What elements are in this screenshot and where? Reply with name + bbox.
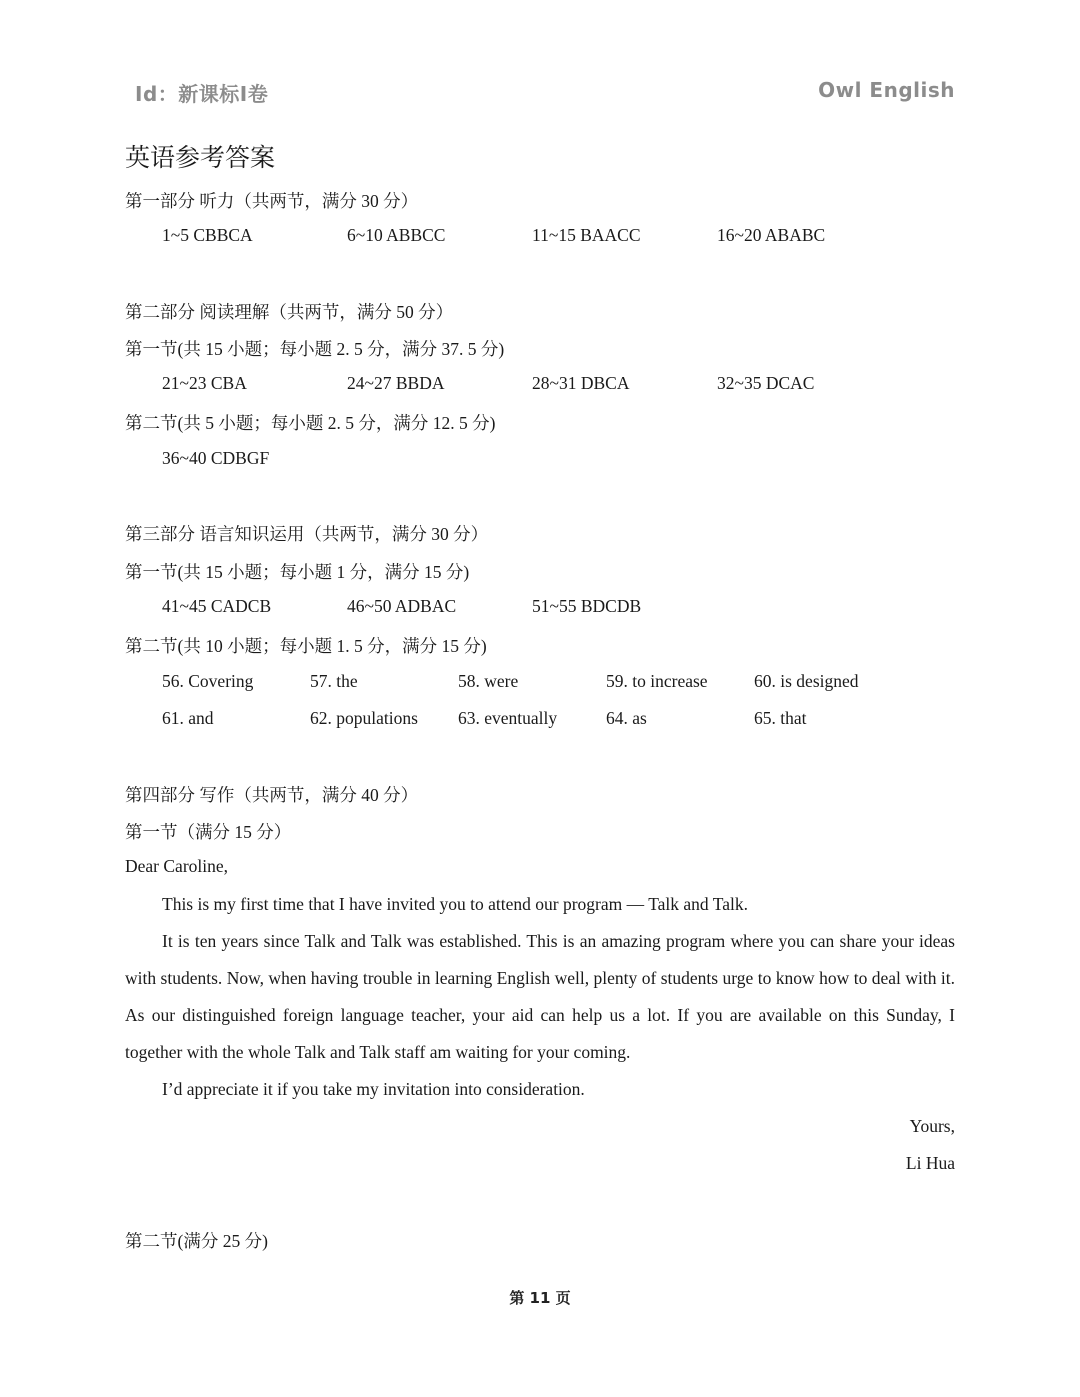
letter-paragraph: I’d appreciate it if you take my invitation into consideration. xyxy=(162,1079,585,1099)
page-number: 第 11 页 xyxy=(509,1289,571,1307)
cloze-answer: 61. and xyxy=(162,708,214,728)
part2-heading: 第二部分 阅读理解（共两节，满分 50 分） xyxy=(125,302,454,322)
cloze-answer: 63. eventually xyxy=(458,708,558,728)
part2-sec1-heading: 第一节(共 15 小题；每小题 2. 5 分，满分 37. 5 分) xyxy=(125,339,505,359)
answer-group: 51~55 BDCDB xyxy=(532,596,642,616)
answer-group: 16~20 ABABC xyxy=(717,225,826,245)
cloze-answer: 64. as xyxy=(606,708,647,728)
letter-paragraph: It is ten years since Talk and Talk was established. This is an amazing program where you can share your ideas with students. Now, when having trouble in learning English well, plenty of students urge to know how to deal with it. As our distinguished foreign language teacher, your aid can help us a lot. If you are available on this Sunday, I together with the whole Talk and Talk staff am waiting for your coming. xyxy=(125,931,955,1062)
letter-closing: Yours, xyxy=(909,1116,955,1136)
page-title: 英语参考答案 xyxy=(125,145,276,172)
part4-sec2-heading: 第二节(满分 25 分) xyxy=(125,1231,268,1251)
answer-group: 21~23 CBA xyxy=(162,373,247,393)
answer-group: 28~31 DBCA xyxy=(532,373,630,393)
part4-sec1-heading: 第一节（满分 15 分） xyxy=(125,822,292,842)
cloze-answer: 65. that xyxy=(754,708,807,728)
part1-heading: 第一部分 听力（共两节，满分 30 分） xyxy=(125,191,419,211)
answer-group: 41~45 CADCB xyxy=(162,596,272,616)
answer-group: 46~50 ADBAC xyxy=(347,596,457,616)
answer-group: 36~40 CDBGF xyxy=(162,448,270,468)
letter-signature: Li Hua xyxy=(905,1153,955,1173)
cloze-answer: 57. the xyxy=(310,671,358,691)
part3-sec2-heading: 第二节(共 10 小题；每小题 1. 5 分，满分 15 分) xyxy=(125,636,487,656)
cloze-answer: 62. populations xyxy=(310,708,418,728)
header-id-label: Id：新课标I卷 xyxy=(135,82,269,106)
cloze-answer: 58. were xyxy=(458,671,519,691)
part4-heading: 第四部分 写作（共两节，满分 40 分） xyxy=(125,785,419,805)
part2-sec2-heading: 第二节(共 5 小题；每小题 2. 5 分，满分 12. 5 分) xyxy=(125,413,496,433)
part3-heading: 第三部分 语言知识运用（共两节，满分 30 分） xyxy=(125,524,489,544)
answer-group: 1~5 CBBCA xyxy=(162,225,253,245)
letter-paragraph: This is my first time that I have invited you to attend our program — Talk and Talk. xyxy=(162,894,748,914)
cloze-answer: 60. is designed xyxy=(754,671,859,691)
answer-group: 32~35 DCAC xyxy=(717,373,815,393)
answer-group: 11~15 BAACC xyxy=(532,225,641,245)
answer-group: 24~27 BBDA xyxy=(347,373,445,393)
header-brand-label: Owl English xyxy=(818,78,955,102)
answer-group: 6~10 ABBCC xyxy=(347,225,446,245)
part3-sec1-heading: 第一节(共 15 小题；每小题 1 分，满分 15 分) xyxy=(125,562,470,582)
cloze-answer: 59. to increase xyxy=(606,671,708,691)
letter-salutation: Dear Caroline, xyxy=(125,856,229,876)
cloze-answer: 56. Covering xyxy=(162,671,254,691)
